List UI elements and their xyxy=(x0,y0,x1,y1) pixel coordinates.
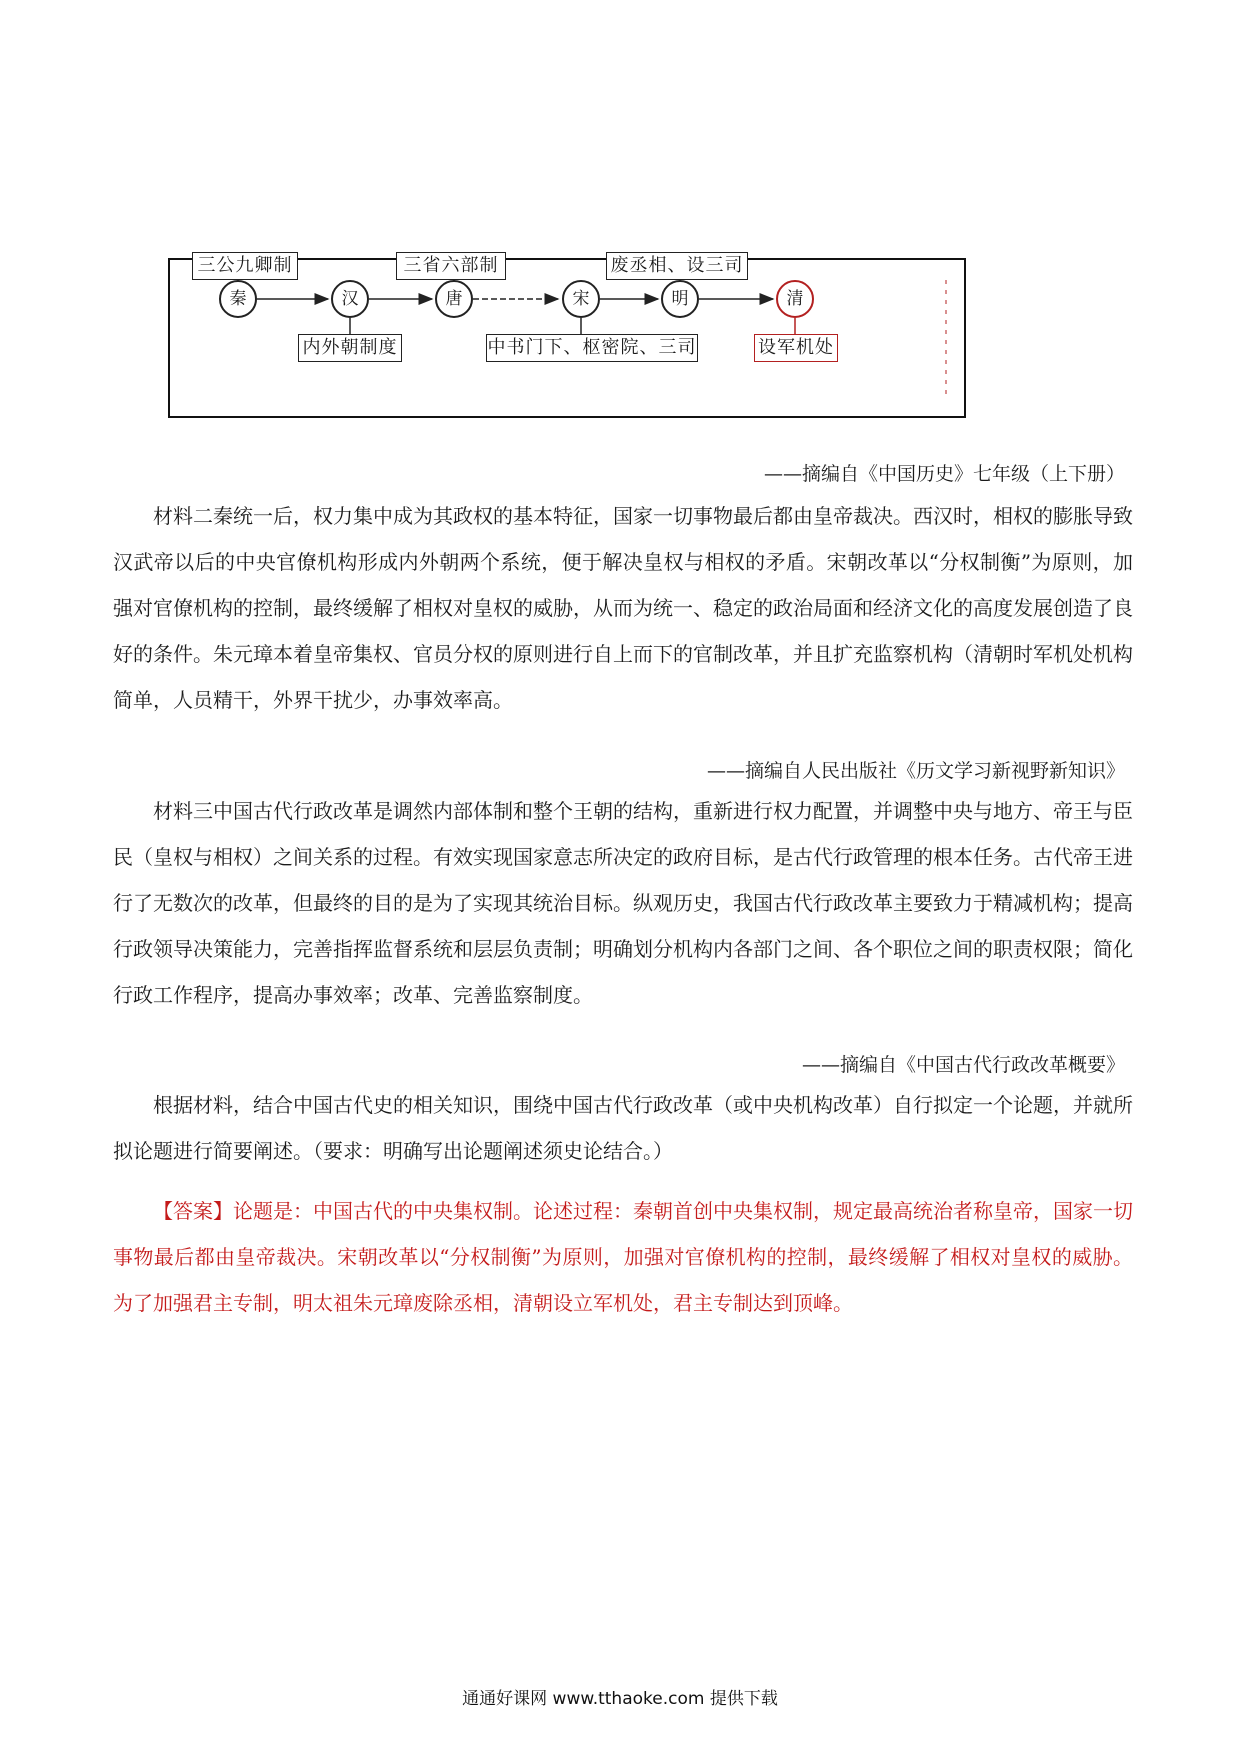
node-ming: 明 xyxy=(661,280,699,318)
material-two: 材料二秦统一后，权力集中成为其政权的基本特征，国家一切事物最后都由皇帝裁决。西汉时，相权的膨胀导致汉武帝以后的中央官僚机构形成内外朝两个系统，便于解决皇权与相权的矛盾。宋朝改革以“分权制衡”为原则，加强对官僚机构的控制，最终缓解了相权对皇权的威胁，从而为统一、稳定的政治局面和经济文化的高度发展创造了良好的条件。朱元璋本着皇帝集权、官员分权的原则进行自上而下的官制改革，并且扩充监察机构（清朝时军机处机构简单，人员精干，外界干扰少，办事效率高。 xyxy=(113,504,1133,712)
source-citation-2: ——摘编自人民出版社《历文学习新视野新知识》 xyxy=(706,760,1125,782)
source-citation-1: ——摘编自《中国历史》七年级（上下册） xyxy=(763,463,1125,485)
history-flow-diagram xyxy=(168,255,966,418)
box-inner-outer-court: 内外朝制度 xyxy=(298,334,402,362)
answer-text: 【答案】论题是：中国古代的中央集权制。论述过程：秦朝首创中央集权制，规定最高统治者称皇帝，国家一切事物最后都由皇帝裁决。宋朝改革以“分权制衡”为原则，加强对官僚机构的控制，最终缓解了相权对皇权的威胁。为了加强君主专制，明太祖朱元璋废除丞相，清朝设立军机处，君主专制达到顶峰。 xyxy=(113,1199,1133,1315)
node-tang: 唐 xyxy=(435,280,473,318)
source-citation-3: ——摘编自《中国古代行政改革概要》 xyxy=(801,1054,1125,1076)
node-han: 汉 xyxy=(331,280,369,318)
node-song: 宋 xyxy=(562,280,600,318)
footer-watermark: 通通好课网 www.tthaoke.com 提供下载 xyxy=(462,1689,778,1709)
node-qing: 清 xyxy=(776,280,814,318)
box-three-lords-nine-ministers: 三公九卿制 xyxy=(192,252,298,280)
box-abolish-chancellor: 废丞相、设三司 xyxy=(606,252,748,280)
question-prompt: 根据材料，结合中国古代史的相关知识，围绕中国古代行政改革（或中央机构改革）自行拟定一个论题，并就所拟论题进行简要阐述。（要求：明确写出论题阐述须史论结合。） xyxy=(113,1093,1133,1163)
box-three-departments-six-ministries: 三省六部制 xyxy=(396,252,506,280)
box-grand-council: 设军机处 xyxy=(754,334,838,362)
node-qin: 秦 xyxy=(219,280,257,318)
box-zhongshu-privy-council: 中书门下、枢密院、三司 xyxy=(486,334,698,362)
material-three: 材料三中国古代行政改革是调然内部体制和整个王朝的结构，重新进行权力配置，并调整中央与地方、帝王与臣民（皇权与相权）之间关系的过程。有效实现国家意志所决定的政府目标，是古代行政管理的根本任务。古代帝王进行了无数次的改革，但最终的目的是为了实现其统治目标。纵观历史，我国古代行政改革主要致力于精减机构；提高行政领导决策能力，完善指挥监督系统和层层负责制；明确划分机构内各部门之间、各个职位之间的职责权限；简化行政工作程序，提高办事效率；改革、完善监察制度。 xyxy=(113,799,1133,1007)
